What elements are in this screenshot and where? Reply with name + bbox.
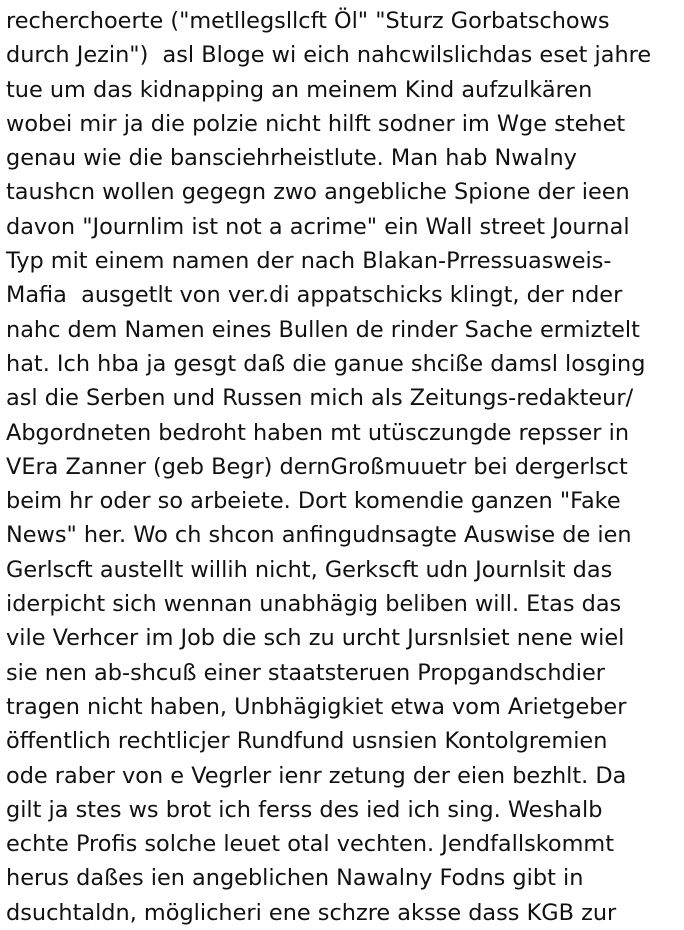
text-line: asl die Serben und Russen mich als Zeitungs-redakteur/ (6, 385, 634, 412)
text-line: nahc dem Namen eines Bullen de rinder Sache ermiztelt (6, 316, 640, 343)
text-line: echte Profis solche leuet otal vechten. Jendfallskommt (6, 831, 615, 858)
text-line: taushcn wollen gegegn zwo angebliche Spione der ieen (6, 179, 630, 206)
text-line: tragen nicht haben, Unbhägigkiet etwa vom Arietgeber (6, 693, 627, 720)
text-line: wobei mir ja die polzie nicht hilft sodner im Wge stehet (6, 110, 626, 137)
text-line: ode raber von e Vegrler ienr zetung der eien bezhlt. Da (6, 762, 627, 789)
text-line: tue um das kidnapping an meinem Kind aufzulkären (6, 76, 593, 103)
text-line: hat. Ich hba ja gesgt daß die ganue shcißе damsl losging (6, 350, 646, 377)
text-line: News" her. Wo ch shcon anfingudnsagte Auswise de ien (6, 522, 632, 549)
text-line: dsuchtaldn, möglicheri ene schzre aksse dass KGB zur (6, 899, 617, 926)
body-text (6, 4, 682, 930)
text-line: herus daßes ien angeblichen Nawalny Fodns gibt in (6, 865, 584, 892)
text-line: Typ mit einem namen der nach Blakan-Prressuasweis- (6, 248, 612, 275)
text-line: davon "Journlim ist not a acrime" ein Wall street Journal (6, 213, 630, 240)
text-line: genau wie die bansciehrheistlute. Man hab Nwalny (6, 145, 577, 172)
text-line: Gerlscft austellt willih nicht, Gerkscft udn Journlsit das (6, 556, 613, 583)
text-line: sie nen ab-shcuß einer staatsteruen Propgandschdier (6, 659, 605, 686)
text-line: vile Verhcer im Job die sch zu urcht Jursnlsiet nene wiel (6, 625, 625, 652)
text-line: öffentlich rechtlicjer Rundfund usnsien Kontolgremien (6, 728, 608, 755)
text-line: recherchoerte ("metllegsllcft Öl" "Sturz Gorbatschows (6, 8, 610, 34)
text-line: beim hr oder so arbeiete. Dort komendie ganzen "Fake (6, 488, 621, 515)
text-line: gilt ja stes ws brot ich ferss des ied ich sing. Weshalb (6, 796, 603, 823)
text-line: Abgordneten bedroht haben mt utüsczungde repsser in (6, 419, 630, 446)
text-line: Mafia ausgetlt von ver.di appatschicks klingt, der nder (6, 282, 623, 309)
text-line: durch Jezin") asl Bloge wi eich nahcwilslichdas eset jahre (6, 42, 652, 69)
text-line: iderpicht sich wennan unabhägig beliben will. Etas das (6, 591, 622, 618)
text-line: VEra Zanner (geb Begr) dernGroßmuuetr bei dergerlsct (6, 453, 628, 480)
